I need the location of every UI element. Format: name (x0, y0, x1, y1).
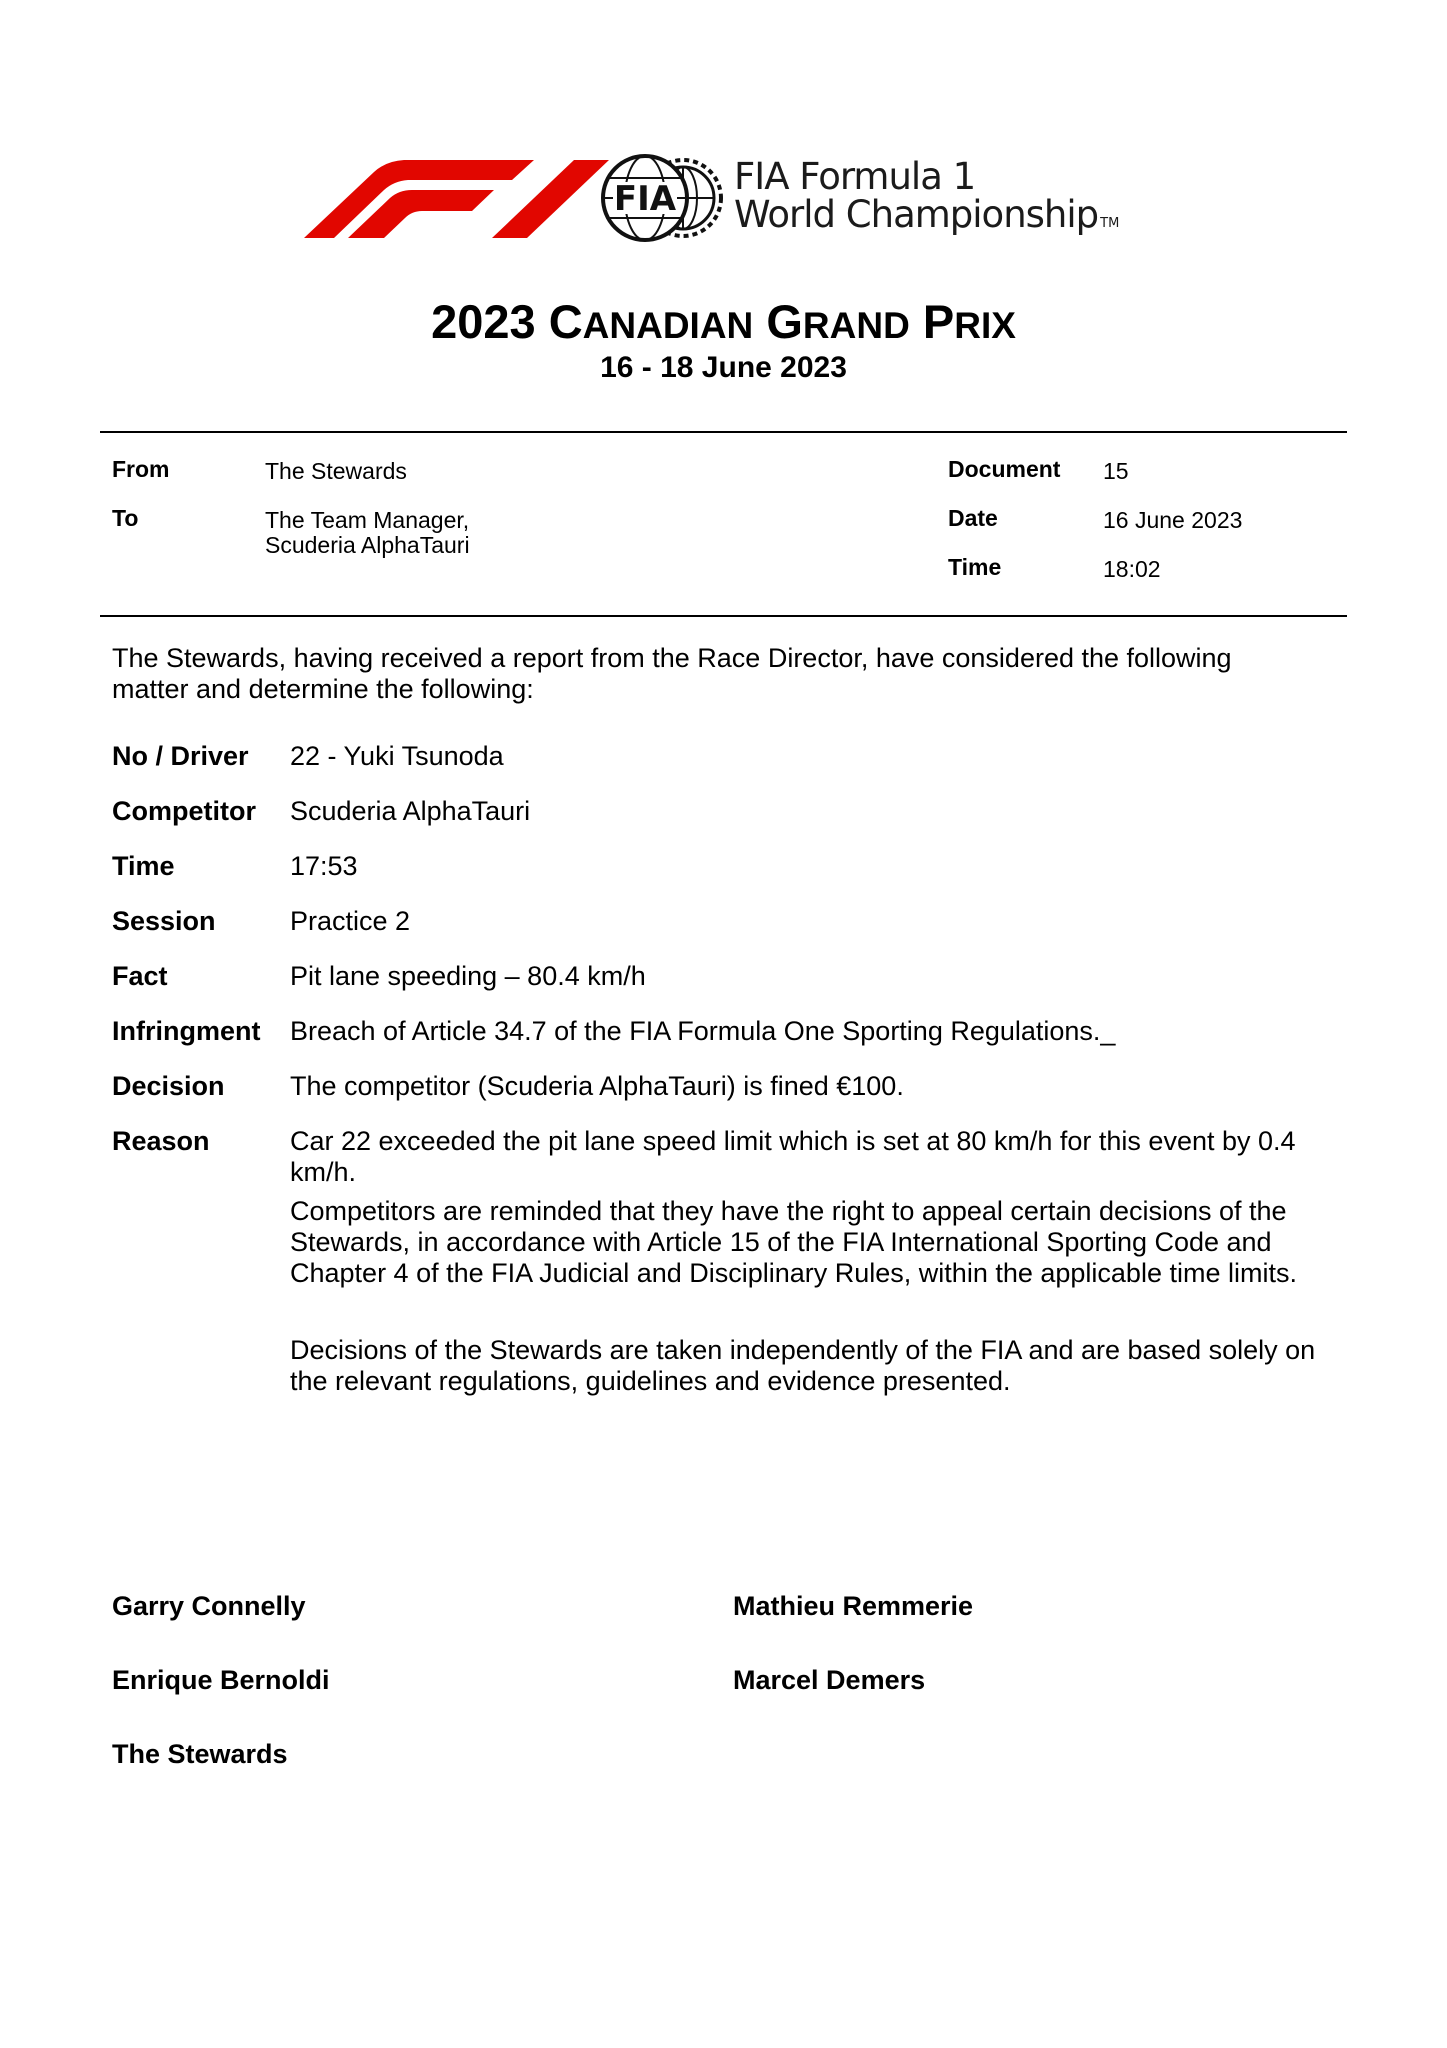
document-value: 15 (1103, 458, 1129, 484)
event-title: 2023 CANADIAN GRAND PRIX (431, 295, 1016, 348)
header-bottom-divider (100, 615, 1347, 617)
time-of-incident-value: 17:53 (290, 851, 358, 881)
svg-text:FIA: FIA (613, 179, 677, 219)
event-dates: 16 - 18 June 2023 (600, 351, 847, 384)
header-logo-block (304, 150, 1184, 250)
to-value-line-1: The Team Manager, (265, 507, 470, 533)
from-label: From (112, 456, 170, 482)
brand-line-2: World Championship TM (734, 193, 1120, 236)
session-value: Practice 2 (290, 906, 411, 936)
document-label: Document (948, 456, 1061, 482)
from-value: The Stewards (265, 458, 407, 484)
decision-value: The competitor (Scuderia AlphaTauri) is fined €100. (290, 1071, 904, 1101)
intro-paragraph: The Stewards, having received a report from the Race Director, have considered the following matter and determine the following: (112, 643, 1232, 704)
header-top-divider (100, 431, 1347, 433)
competitor-value: Scuderia AlphaTauri (290, 796, 531, 826)
driver-value: 22 - Yuki Tsunoda (290, 741, 504, 771)
fact-value: Pit lane speeding – 80.4 km/h (290, 961, 646, 991)
to-value-line-2: Scuderia AlphaTauri (265, 532, 470, 558)
steward-name: Enrique Bernoldi (112, 1665, 330, 1695)
brand-line-1: FIA Formula 1 (734, 155, 976, 198)
infringement-value: Breach of Article 34.7 of the FIA Formula One Sporting Regulations._ (290, 1016, 1116, 1046)
fia-formula1-brand-text (734, 155, 1120, 243)
decision-label: Decision (112, 1071, 225, 1101)
infringement-label: Infringment (112, 1016, 261, 1046)
stewards-signature-label: The Stewards (112, 1739, 288, 1769)
session-label: Session (112, 906, 216, 936)
steward-name: Garry Connelly (112, 1591, 306, 1621)
to-label: To (112, 505, 139, 531)
reason-value: Car 22 exceeded the pit lane speed limit which is set at 80 km/h for this event by 0.4 km/h. (290, 1126, 1296, 1187)
fia-emblem-icon (601, 152, 727, 244)
date-value: 16 June 2023 (1103, 507, 1243, 533)
fact-label: Fact (112, 961, 168, 991)
steward-name: Mathieu Remmerie (733, 1591, 974, 1621)
competitor-label: Competitor (112, 796, 256, 826)
time-value: 18:02 (1103, 556, 1161, 582)
driver-label: No / Driver (112, 741, 249, 771)
steward-name: Marcel Demers (733, 1665, 926, 1695)
trademark-mark: TM (1100, 216, 1120, 231)
independence-notice: Decisions of the Stewards are taken independently of the FIA and are based solely on the relevant regulations, guidelines and evidence presented. (290, 1335, 1316, 1396)
time-of-incident-label: Time (112, 851, 175, 881)
appeal-notice: Competitors are reminded that they have the right to appeal certain decisions of the Stewards, in accordance with Article 15 of the FIA International Sporting Code and Chapter 4 of the FIA Judicial and Disciplinary Rules, within the applicable time limits. (290, 1196, 1297, 1288)
time-label: Time (948, 554, 1002, 580)
date-label: Date (948, 505, 998, 531)
f1-logo-icon (304, 160, 609, 238)
reason-label: Reason (112, 1126, 210, 1156)
